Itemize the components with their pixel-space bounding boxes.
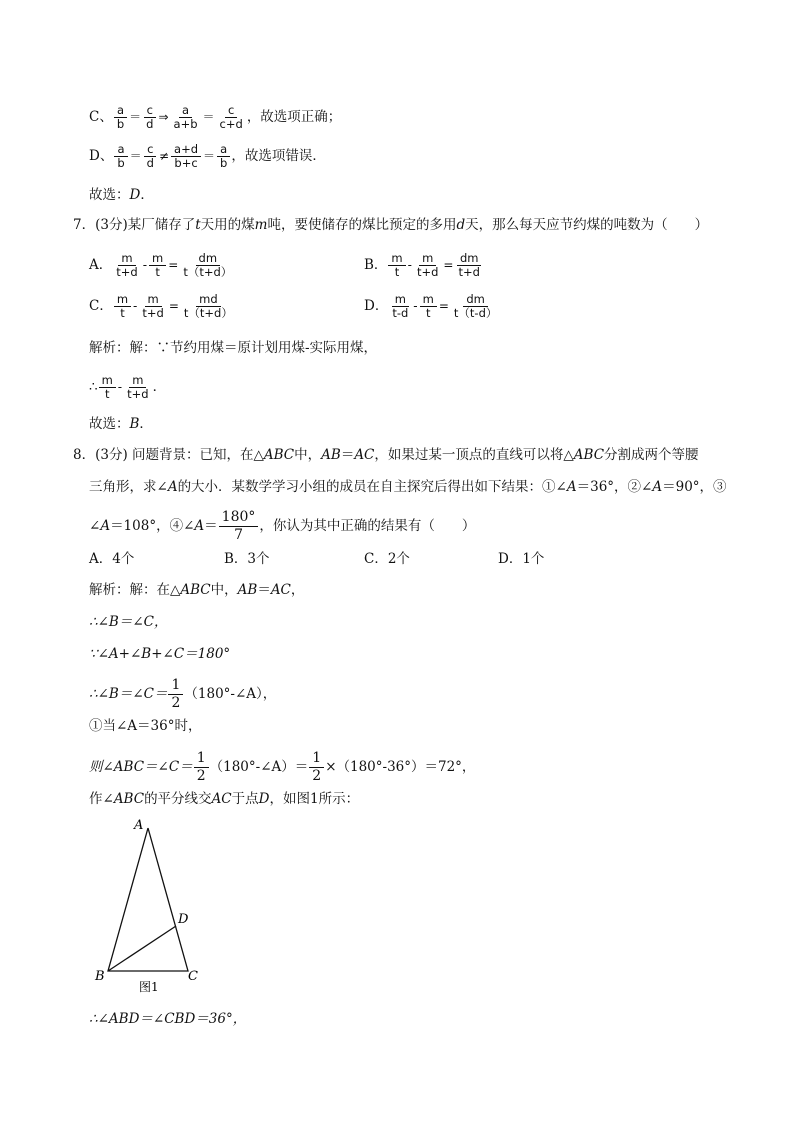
q8-option-a[interactable]: A．4个 <box>89 551 135 567</box>
question-7: 7．(3分)某厂储存了t天用的煤m吨，要使储存的煤比预定的多用d天，那么每天应节约煤的吨数为（ ） <box>73 217 709 233</box>
q7-option-d[interactable]: D． $\frac{m}{t-d}$ - $\frac{m}{t}$ = $\frac{dm}{t(t-d)}$ <box>364 292 498 320</box>
option-d-prev: D、 $\frac{a}{b}$ ＝ $\frac{c}{d}$ ≠ $\frac{a+d}{b+c}$ ＝ $\frac{a}{b}$ ，故选项错误． <box>89 142 326 170</box>
fraction: $\frac{c}{d}$ <box>144 143 157 170</box>
q8-step-5: ①当∠A＝36°时， <box>89 718 202 734</box>
q8-step-2: ∴∠B＝∠C， <box>89 614 168 630</box>
q8-step-4: ∴∠B＝∠C＝ $\frac{1}{2}$ （180°-∠A）， <box>89 677 277 711</box>
q7-option-c[interactable]: C． $\frac{m}{t}$ - $\frac{m}{t+d}$ = $\frac{md}{t(t+d)}$ <box>89 292 233 320</box>
answer-q6: 故选：D． <box>89 187 154 203</box>
figure-caption: 图1 <box>139 980 159 994</box>
label-b: B <box>95 969 105 984</box>
fraction: $\frac{a}{b}$ <box>114 143 127 170</box>
q7-option-a[interactable]: A． $\frac{m}{t+d}$ - $\frac{m}{t}$ = $\frac{dm}{t(t+d)}$ <box>89 251 233 279</box>
q8-option-c[interactable]: C．2个 <box>364 551 410 567</box>
q8-option-d[interactable]: D．1个 <box>498 551 545 567</box>
question-8-line2: 三角形，求∠A的大小．某数学学习小组的成员在自主探究后得出如下结果：①∠A＝36°，②∠A＝90°，③ <box>89 479 727 495</box>
fraction: $\frac{a+d}{b+c}$ <box>171 143 201 170</box>
q8-analysis: 解析：解：在△ABC中，AB＝AC， <box>89 582 305 598</box>
fraction: $\frac{a}{a+b}$ <box>173 103 198 131</box>
q7-analysis: 解析：解：∵节约用煤＝原计划用煤-实际用煤， <box>89 340 378 356</box>
label-c: C <box>188 969 198 984</box>
label-a: A <box>134 818 144 833</box>
option-c-prev: C、 $\frac{a}{b}$ ＝ $\frac{c}{d}$ ⇒ $\frac{a}{a+b}$ ＝ $\frac{c}{c+d}$ ，故选项正确； <box>89 103 342 131</box>
label-d: D <box>178 912 189 927</box>
q8-option-b[interactable]: B．3个 <box>224 551 270 567</box>
q8-step-3: ∵∠A+∠B+∠C＝180° <box>89 646 231 662</box>
q8-step-6: 则∠ABC＝∠C＝ $\frac{1}{2}$ （180°-∠A）＝ $\frac{1}{2}$ ×（180°-36°）＝72°， <box>89 750 476 784</box>
triangle-abc <box>108 828 188 971</box>
answer-q7: 故选：B． <box>89 416 153 432</box>
q8-step-7: 作∠ABC的平分线交AC于点D，如图1所示： <box>89 791 360 807</box>
fraction: $\frac{c}{d}$ <box>143 104 156 131</box>
q7-option-b[interactable]: B． $\frac{m}{t}$ - $\frac{m}{t+d}$ = $\frac{dm}{t+d}$ <box>364 251 480 279</box>
fraction: $\frac{c}{c+d}$ <box>219 103 243 131</box>
question-8-line1: 8．(3分) 问题背景：已知，在△ABC中，AB＝AC，如果过某一顶点的直线可以将△ABC分割成两个等腰 <box>73 447 699 463</box>
q7-solution: ∴ $\frac{m}{t}$ - $\frac{m}{t+d}$ ． <box>89 373 167 401</box>
fraction: $\frac{a}{b}$ <box>217 143 230 170</box>
fraction: $\frac{180^\circ}{7}$ <box>219 509 259 544</box>
question-8-line3: ∠A＝108°，④∠A＝ $\frac{180^\circ}{7}$ ，你认为其中正确的结果有（ ） <box>89 509 476 543</box>
figure-1-triangle <box>90 815 210 1000</box>
q8-step-8: ∴∠ABD＝∠CBD＝36°， <box>89 1011 247 1027</box>
fraction: $\frac{a}{b}$ <box>114 104 127 131</box>
